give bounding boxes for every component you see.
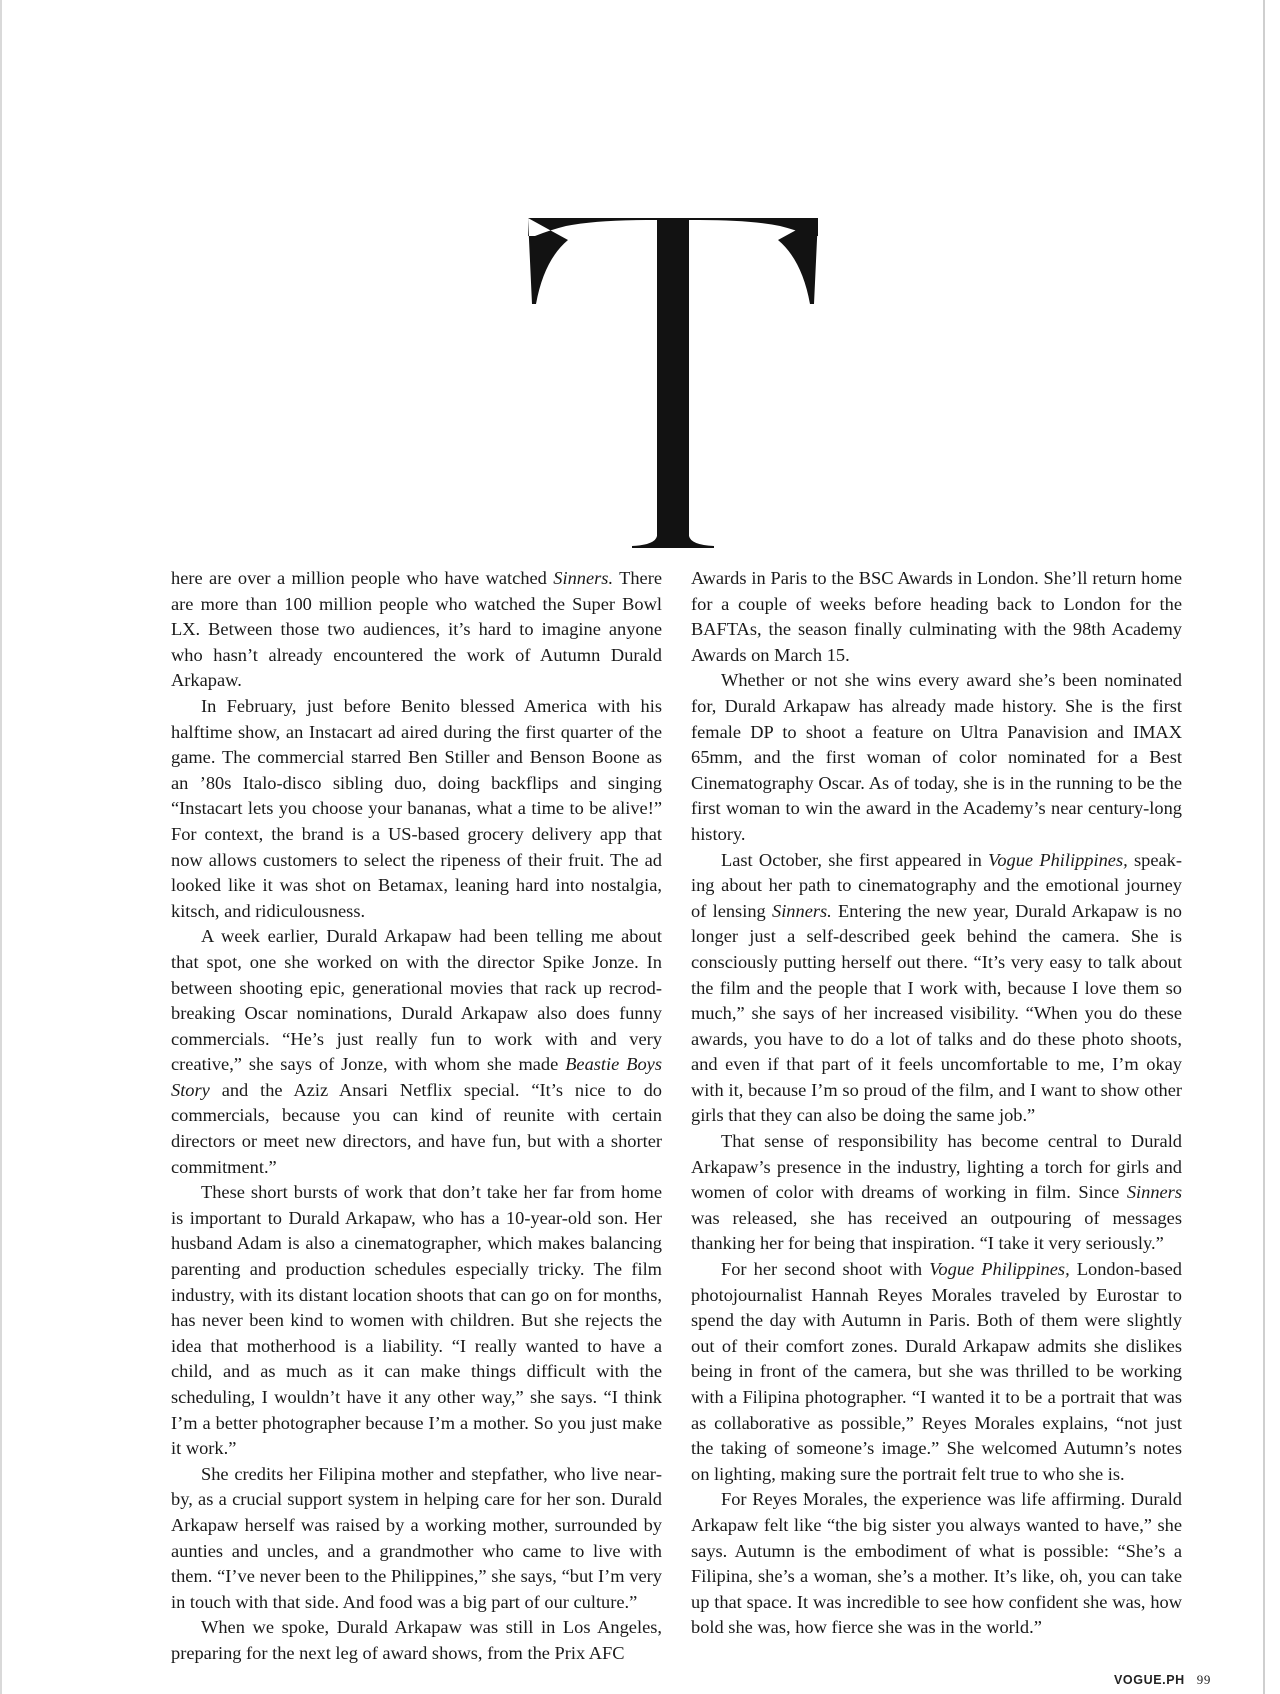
paragraph [691, 1129, 1182, 1257]
paragraph [171, 694, 662, 924]
paragraph-text: When we spoke, Durald Arkapaw was still in Los Angeles, preparing for the next leg of award shows, from the Prix AFC [171, 1617, 662, 1663]
paragraph-text: here are over a million people who have watched [171, 568, 554, 588]
italic-title: Vogue Philippines, [929, 1259, 1070, 1280]
italic-title: Sinners. [772, 900, 832, 921]
paragraph-text: A week earlier, Durald Arkapaw had been telling me about that spot, one she worked on with the director Spike Jonze. In between shooting epic, generational movies that rack up recrod-breaking Oscar nominations, Durald Arkapaw also does funny commercials. “He’s just really fun to work with and very creative,” she says of Jonze, with whom she made [171, 926, 662, 1075]
paragraph-text: That sense of responsibility has become central to Durald Arkapaw’s presence in the industry, lighting a torch for girls and women of color with dreams of working in film. Since [691, 1131, 1182, 1203]
paragraph [691, 1257, 1182, 1487]
paragraph [691, 848, 1182, 1130]
paragraph [691, 566, 1182, 668]
paragraph-text: For her second shoot with [721, 1259, 930, 1280]
italic-title: Sinners. [553, 568, 614, 588]
footer-brand: VOGUE.PH [1114, 1673, 1185, 1687]
page-footer [1114, 1672, 1211, 1688]
paragraph [171, 924, 662, 1180]
page-number: 99 [1196, 1672, 1211, 1687]
paragraph-text: She credits her Filipina mother and stepfather, who live nearby, as a crucial support system in helping care for her son. Durald Arkapaw herself was raised by a working mother, surrounded by aunties and uncles, and a grandmother who came to live with them. “I’ve never been to the Philippines,” she says, “but I’m very in touch with that side. And food was a big part of our culture.” [171, 1463, 662, 1612]
paragraph [171, 1615, 662, 1666]
paragraph-text: There are more than 100 million people who watched the Super Bowl LX. Between those two audiences, it’s hard to imagine anyone who hasn’t already encountered the work of Autumn Durald Arkapaw. [171, 568, 663, 691]
paragraph-text: speaking about her path to cinematography and the emotional journey of lensing [691, 849, 1182, 921]
paragraph-text: and the Aziz Ansari Netflix special. “It’s nice to do commercials, because you can kind of reunite with certain directors or meet new directors, and have fun, but with a shorter commitment.” [171, 1079, 662, 1177]
paragraph [691, 668, 1182, 847]
paragraph-text: These short bursts of work that don’t take her far from home is important to Durald Arkapaw, who has a 10-year-old son. Her husband Adam is also a cinematographer, which makes balancing parenting and production schedules especially tricky. The film industry, with its distant location shoots that can go on for months, has never been kind to women with children. But she rejects the idea that motherhood is a liability. “I really wanted to have a child, and as much as it can make things difficult with the scheduling, I wouldn’t have it any other way,” she says. “I think I’m a better photographer because I’m a mother. So you just make it work.” [171, 1182, 662, 1459]
drop-cap-glyph [528, 218, 818, 548]
paragraph-text: For Reyes Morales, the experience was life affirming. Durald Arkapaw felt like “the big sister you always wanted to have,” she says. Autumn is the embodiment of what is possible: “She’s a Filipina, she’s a woman, she’s a mother. It’s like, oh, you can take up that space. It was incredible to see how confident she was, how bold she was, how fierce she was in the world.” [691, 1489, 1182, 1638]
paragraph-text: was released, she has received an outpouring of messages thanking her for being that inspiration. “I take it very seriously.” [691, 1207, 1182, 1254]
paragraph [171, 566, 662, 694]
italic-title: Beastie Boys Story [171, 1054, 662, 1100]
italic-title: Sinners [1126, 1182, 1182, 1203]
article-column-left [171, 566, 662, 1667]
paragraph [691, 1487, 1182, 1641]
paragraph-text: Awards in Paris to the BSC Awards in London. She’ll return home for a couple of weeks before heading back to London for the BAFTAs, the season finally culminating with the 98th Academy Awards on March 15. [691, 568, 1182, 665]
paragraph-text: Whether or not she wins every award she’s been nominated for, Durald Arkapaw has already made history. She is the first female DP to shoot a feature on Ultra Panavision and IMAX 65mm, and the first woman of color nominated for a Best Cinematography Oscar. As of today, she is in the running to be the first woman to win the award in the Academy’s near century-long history. [691, 670, 1182, 844]
paragraph-text: Entering the new year, Durald Arkapaw is no longer just a self-described geek behind the camera. She is consciously putting herself out there. “It’s very easy to talk about the film and the people that I work with, because I love them so much,” she says of her increased visibility. “When you do these awards, you have to do a lot of talks and do these photo shoots, and even if that part of it feels uncomfortable to me, I’m okay with it, because I’m so proud of the film, and I want to show other girls that they can also be doing the same job.” [691, 900, 1183, 1126]
paragraph-text: Last October, she first appeared in [721, 849, 989, 870]
paragraph [171, 1180, 662, 1462]
drop-cap-letter [528, 218, 818, 548]
paragraph [171, 1462, 662, 1616]
paragraph-text: In February, just before Benito blessed America with his halftime show, an Instacart ad aired during the first quarter of the game. The commercial starred Ben Stiller and Benson Boone as an ’80s Italo-disco sibling duo, doing backflips and singing “Instacart lets you choose your bananas, what a time to be alive!” For context, the brand is a US-based grocery delivery app that now allows customers to select the ripeness of their fruit. The ad looked like it was shot on Betamax, leaning hard into nostalgia, kitsch, and ridiculousness. [171, 695, 662, 921]
paragraph-text: London-based photojournalist Hannah Reyes Morales traveled by Eurostar to spend the day with Autumn in Paris. Both of them were slightly out of their comfort zones. Durald Arkapaw admits she dislikes being in front of the camera, but she was thrilled to be working with a Filipina photographer. “I wanted it to be a portrait that was as collaborative as possible,” Reyes Morales explains, “not just the taking of someone’s image.” She welcomed Autumn’s notes on lighting, making sure the portrait felt true to who she is. [691, 1259, 1182, 1484]
article-column-right [691, 566, 1182, 1641]
italic-title: Vogue Philippines, [988, 849, 1128, 870]
